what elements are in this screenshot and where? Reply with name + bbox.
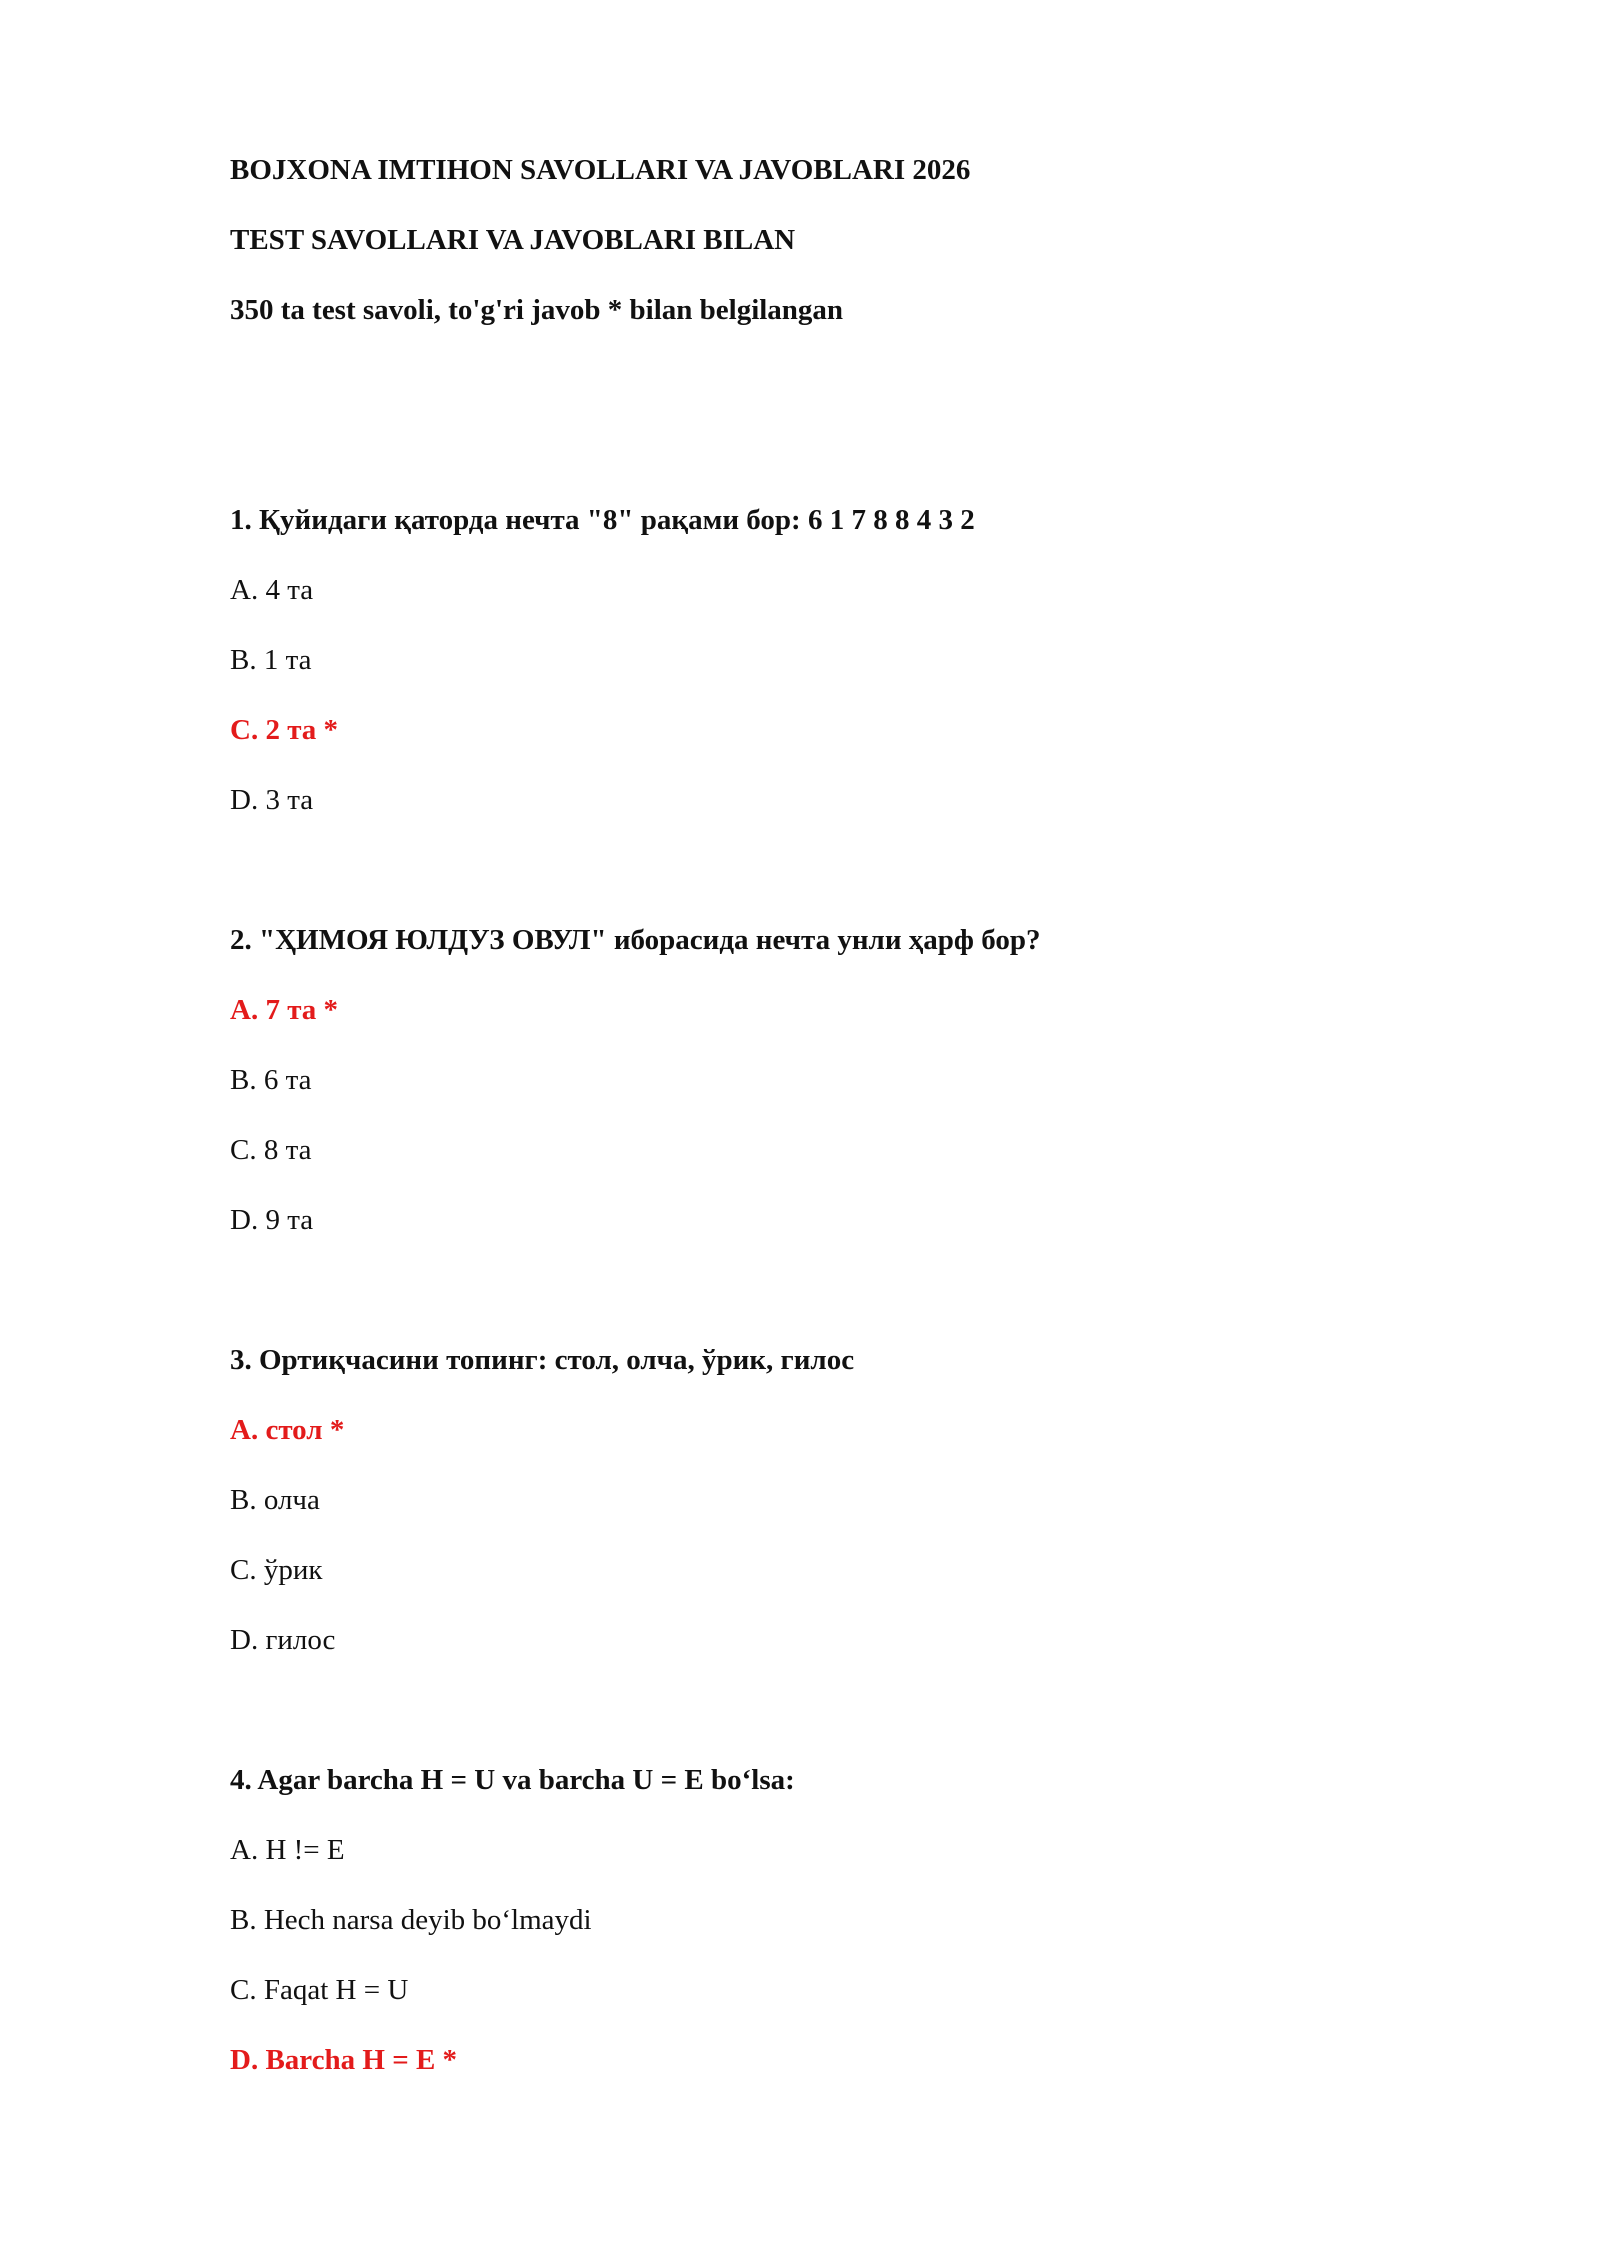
question-spacer bbox=[230, 850, 1480, 920]
question-spacer bbox=[230, 1690, 1480, 1760]
option-b: B. 1 та bbox=[230, 644, 312, 676]
option-d: D. 9 та bbox=[230, 1204, 314, 1236]
document-note: 350 ta test savoli, to'g'ri javob * bilan belgilangan bbox=[230, 294, 844, 326]
question-text: 4. Agar barcha H = U va barcha U = E bo‘lsa: bbox=[230, 1764, 795, 1796]
option-b: B. Hech narsa deyib bo‘lmaydi bbox=[230, 1904, 592, 1936]
option-a: A. стол * bbox=[230, 1414, 345, 1446]
option-d: D. 3 та bbox=[230, 784, 314, 816]
document-subtitle: TEST SAVOLLARI VA JAVOBLARI BILAN bbox=[230, 224, 796, 256]
question-text: 1. Қуйидаги қаторда нечта "8" рақами бор: 6 1 7 8 8 4 3 2 bbox=[230, 504, 975, 536]
question-text: 3. Ортиқчасини топинг: стол, олча, ўрик, гилос bbox=[230, 1344, 855, 1376]
option-d: D. Barcha H = E * bbox=[230, 2044, 458, 2076]
question-3 bbox=[230, 1340, 1480, 1660]
option-c: C. 8 та bbox=[230, 1134, 312, 1166]
option-c: C. Faqat H = U bbox=[230, 1974, 409, 2006]
question-1 bbox=[230, 500, 1480, 820]
option-a: A. 4 та bbox=[230, 574, 314, 606]
option-a: A. 7 та * bbox=[230, 994, 339, 1026]
option-a: A. H != E bbox=[230, 1834, 345, 1866]
header-spacer bbox=[230, 360, 1480, 500]
option-b: B. 6 та bbox=[230, 1064, 312, 1096]
question-text: 2. "ҲИМОЯ ЮЛДУЗ ОВУЛ" иборасида нечта унли ҳарф бор? bbox=[230, 924, 1041, 956]
document-title: BOJXONA IMTIHON SAVOLLARI VA JAVOBLARI 2026 bbox=[230, 154, 971, 186]
question-2 bbox=[230, 920, 1480, 1240]
document-content bbox=[230, 150, 1480, 2110]
option-c: C. 2 та * bbox=[230, 714, 339, 746]
option-b: B. олча bbox=[230, 1484, 320, 1516]
question-spacer bbox=[230, 1270, 1480, 1340]
option-c: C. ўрик bbox=[230, 1554, 323, 1586]
question-4 bbox=[230, 1760, 1480, 2080]
option-d: D. гилос bbox=[230, 1624, 336, 1656]
